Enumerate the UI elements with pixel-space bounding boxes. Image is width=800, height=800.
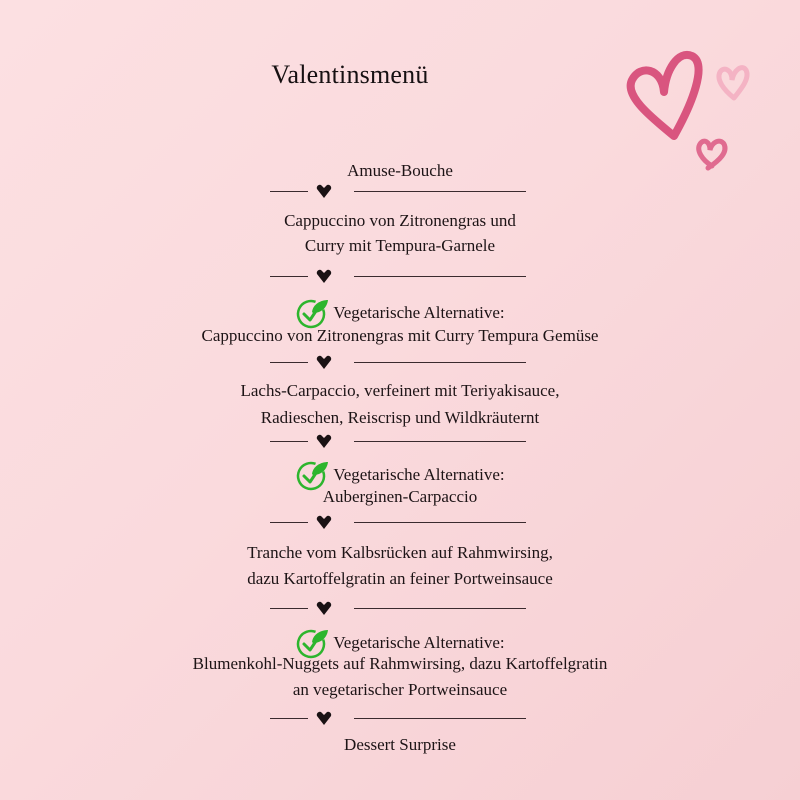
course-dessert: Dessert Surprise <box>344 735 456 754</box>
page-title: Valentinsmenü <box>271 60 429 89</box>
course-1-line-2: Curry mit Tempura-Garnele <box>304 236 496 255</box>
veg-alternative-3-dish-line-2: an vegetarischer Portweinsauce <box>292 680 508 699</box>
heart-icon <box>316 183 332 199</box>
veg-alternative-2-dish: Auberginen-Carpaccio <box>322 487 478 506</box>
veg-alternative-3-dish-line-1: Blumenkohl-Nuggets auf Rahmwirsing, dazu Kartoffelgratin <box>192 654 608 673</box>
course-1-line-1: Cappuccino von Zitronengras und <box>284 211 516 230</box>
divider <box>268 354 530 370</box>
course-2-line-1: Lachs-Carpaccio, verfeinert mit Teriyakisauce, <box>240 381 560 400</box>
course-3-line-2: dazu Kartoffelgratin an feiner Portweinsauce <box>247 569 553 588</box>
heart-icon <box>316 600 332 616</box>
course-3-line-1: Tranche vom Kalbsrücken auf Rahmwirsing, <box>247 543 553 562</box>
veg-alternative-1-label: Vegetarische Alternative: <box>0 296 800 336</box>
heart-icon <box>316 710 332 726</box>
heart-icon <box>316 514 332 530</box>
veg-alternative-2-label: Vegetarische Alternative: <box>0 458 800 498</box>
heart-icon <box>316 268 332 284</box>
veg-alternative-3-label: Vegetarische Alternative: <box>0 626 800 666</box>
divider <box>268 514 530 530</box>
heart-icon <box>316 433 332 449</box>
hearts-icon <box>612 40 772 180</box>
divider <box>268 710 530 726</box>
divider <box>268 433 530 449</box>
course-amuse-bouche: Amuse-Bouche <box>347 161 453 180</box>
heart-icon <box>316 354 332 370</box>
veg-alternative-1-dish: Cappuccino von Zitronengras mit Curry Tempura Gemüse <box>201 326 599 345</box>
divider <box>268 600 530 616</box>
course-2-line-2: Radieschen, Reiscrisp und Wildkräuternt <box>260 408 540 427</box>
divider <box>268 268 530 284</box>
divider <box>268 183 530 199</box>
